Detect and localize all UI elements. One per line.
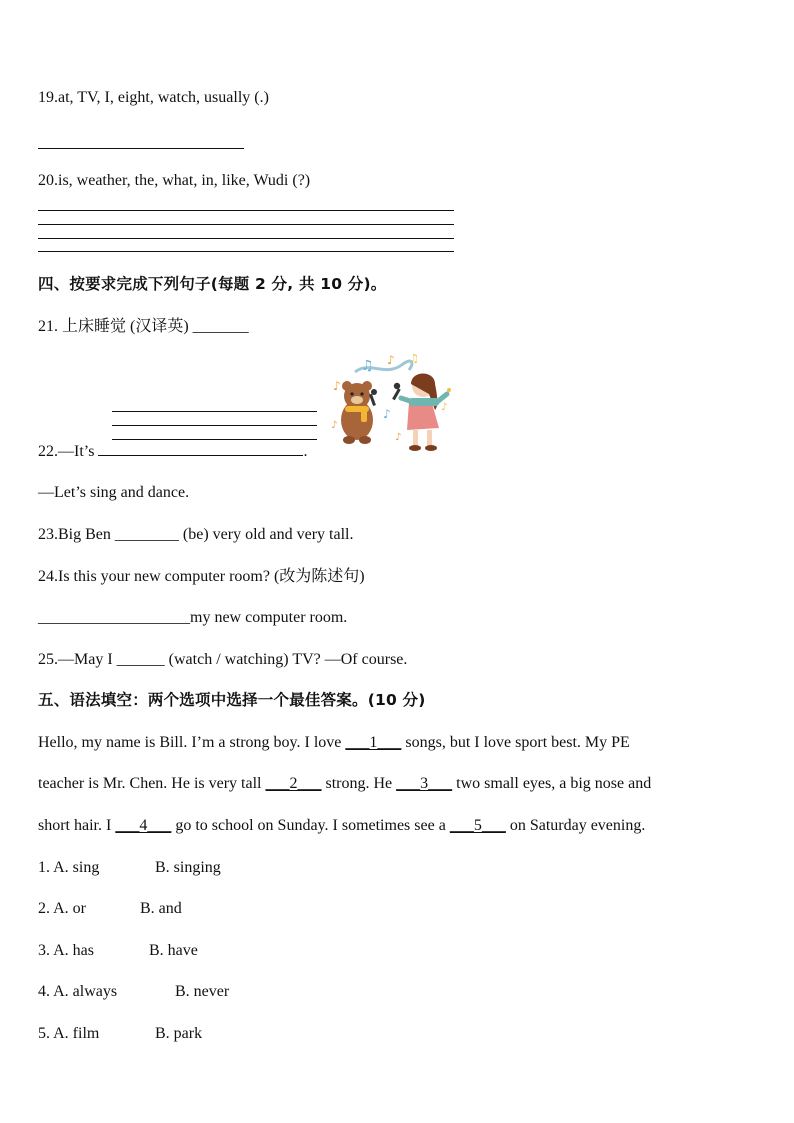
option-5-a[interactable]: 5. A. film	[38, 1025, 100, 1042]
question-19-text: 19.at, TV, I, eight, watch, usually (.)	[38, 89, 269, 106]
question-24: 24.Is this your new computer room? (改为陈述句)	[38, 568, 365, 585]
option-4-a[interactable]: 4. A. always	[38, 983, 118, 1000]
option-2-b[interactable]: B. and	[140, 900, 182, 917]
blank-2[interactable]: ___2___	[265, 775, 322, 792]
answer-line-20-d[interactable]	[38, 251, 454, 252]
question-23-prefix: 23.Big Ben	[38, 526, 115, 543]
option-5-b[interactable]: B. park	[155, 1025, 203, 1042]
question-25	[38, 650, 407, 670]
option-2-a[interactable]: 2. A. or	[38, 900, 86, 917]
question-22-prefix: 22.—It’s	[38, 443, 99, 460]
option-1-a[interactable]: 1. A. sing	[38, 859, 100, 876]
blank-5[interactable]: ___5___	[449, 817, 506, 834]
question-23-blank[interactable]: ________	[114, 526, 179, 543]
question-21	[38, 317, 249, 337]
section-5-title: 五、语法填空：两个选项中选择一个最佳答案。(10 分)	[38, 691, 426, 709]
blank-4[interactable]: ___4___	[115, 817, 172, 834]
passage-text: teacher is Mr. Chen. He is very tall	[38, 775, 266, 792]
answer-line-19[interactable]	[38, 148, 244, 149]
svg-text:♪: ♪	[395, 432, 402, 443]
option-4-b[interactable]: B. never	[175, 983, 230, 1000]
question-19	[38, 88, 269, 108]
question-23-suffix: (be) very old and very tall.	[178, 526, 354, 543]
section-4-title: 四、按要求完成下列句子(每题 2 分, 共 10 分)。	[38, 275, 387, 293]
answer-line-22-c[interactable]	[112, 439, 317, 440]
passage-text: on Saturday evening.	[505, 817, 646, 834]
answer-line-20-b[interactable]	[38, 224, 454, 225]
question-24-answer	[38, 608, 347, 628]
svg-text:♪: ♪	[441, 402, 448, 413]
passage-line-2	[38, 774, 651, 794]
question-22-reply: —Let’s sing and dance.	[38, 484, 190, 501]
question-25-prefix: 25.—May I	[38, 651, 117, 668]
svg-text:♪: ♪	[333, 379, 341, 393]
answer-line-22-d[interactable]	[98, 441, 303, 456]
svg-text:♪: ♪	[331, 420, 338, 431]
answer-line-20-a[interactable]	[38, 210, 454, 211]
passage-text: two small eyes, a big nose and	[452, 775, 652, 792]
singing-illustration	[325, 350, 457, 460]
question-23	[38, 525, 354, 545]
question-22-suffix: .	[303, 443, 308, 460]
passage-text: short hair. I	[38, 817, 116, 834]
question-21-blank[interactable]: _______	[192, 318, 249, 335]
question-25-blank[interactable]: ______	[116, 651, 165, 668]
passage-text: songs, but I love sport best. My PE	[401, 734, 630, 751]
passage-line-1	[38, 733, 630, 753]
answer-line-22-a[interactable]	[112, 411, 317, 412]
answer-line-22-b[interactable]	[112, 425, 317, 426]
question-22	[38, 441, 307, 462]
svg-text:♫: ♫	[409, 352, 419, 365]
svg-text:♪: ♪	[383, 407, 391, 421]
question-21-text: 21. 上床睡觉 (汉译英)	[38, 318, 193, 335]
blank-3[interactable]: ___3___	[396, 775, 453, 792]
svg-text:♪: ♪	[387, 353, 395, 367]
question-24-blank[interactable]: ___________________	[38, 609, 190, 626]
question-25-suffix: (watch / watching) TV? —Of course.	[164, 651, 408, 668]
option-1-b[interactable]: B. singing	[155, 859, 221, 876]
passage-line-3	[38, 816, 645, 836]
question-20	[38, 171, 310, 191]
option-3-b[interactable]: B. have	[149, 942, 198, 959]
passage-text: go to school on Sunday. I sometimes see a	[171, 817, 450, 834]
blank-1[interactable]: ___1___	[345, 734, 402, 751]
question-24-suffix: my new computer room.	[190, 609, 348, 626]
svg-text:♫: ♫	[361, 358, 374, 374]
answer-line-20-c[interactable]	[38, 238, 454, 239]
passage-text: Hello, my name is Bill. I’m a strong boy. I love	[38, 734, 346, 751]
question-20-text: 20.is, weather, the, what, in, like, Wudi (?)	[38, 172, 311, 189]
option-3-a[interactable]: 3. A. has	[38, 942, 94, 959]
passage-text: strong. He	[321, 775, 397, 792]
